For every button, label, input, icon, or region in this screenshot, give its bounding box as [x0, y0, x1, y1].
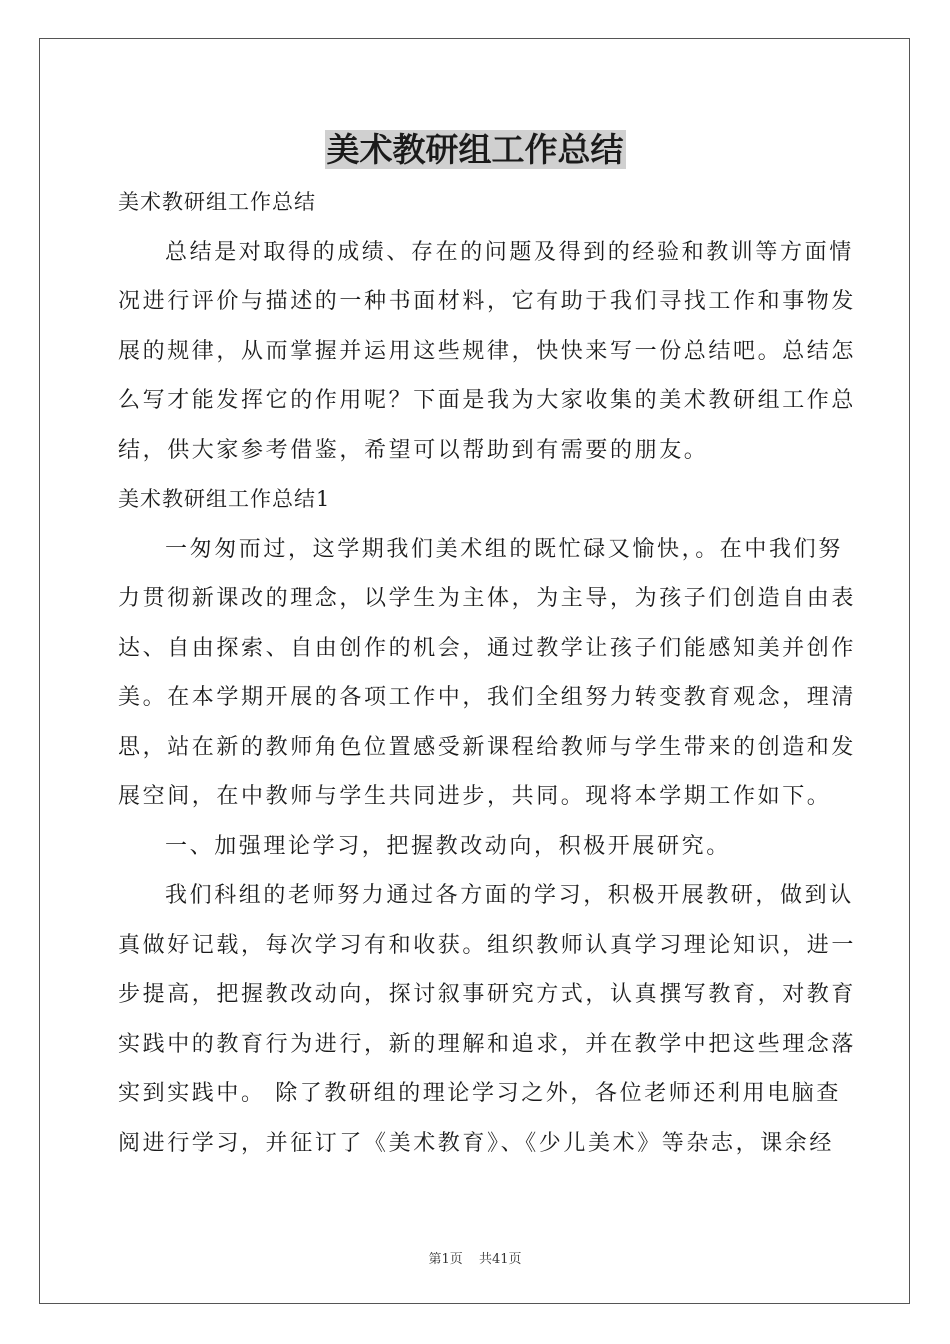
- paragraph-line: 实践中的教育行为进行，新的理解和追求，并在教学中把这些理念落: [118, 1031, 857, 1057]
- paragraph-line: 达、自由探索、自由创作的机会，通过教学让孩子们能感知美并创作: [118, 635, 857, 661]
- page-total: 共41页: [478, 1252, 522, 1267]
- paragraph-line: 真做好记载，每次学习有和收获。组织教师认真学习理论知识，进一: [118, 932, 857, 958]
- paragraph-line: 我们科组的老师努力通过各方面的学习，积极开展教研，做到认: [165, 883, 854, 908]
- intro-line: 况进行评价与描述的一种书面材料，它有助于我们寻找工作和事物发: [118, 289, 857, 314]
- paragraph-line: 展空间，在中教师与学生共同进步，共同。现将本学期工作如下。: [118, 784, 832, 809]
- document-subtitle: 美术教研组工作总结: [118, 190, 316, 214]
- paragraph-line: 实到实践中。 除了教研组的理论学习之外，各位老师还利用电脑查: [118, 1081, 841, 1106]
- section-heading: 美术教研组工作总结1: [118, 487, 331, 511]
- paragraph-line: 阅进行学习，并征订了《美术教育》、《少儿美术》等杂志，课余经: [118, 1130, 835, 1156]
- page-number: 第1页: [428, 1252, 463, 1267]
- intro-line: 结，供大家参考借鉴，希望可以帮助到有需要的朋友。: [118, 437, 709, 463]
- paragraph-line: 思，站在新的教师角色位置感受新课程给教师与学生带来的创造和发: [118, 734, 857, 760]
- intro-line: 总结是对取得的成绩、存在的问题及得到的经验和教训等方面情: [165, 239, 854, 265]
- paragraph-line: 步提高，把握教改动向，探讨叙事研究方式，认真撰写教育，对教育: [118, 982, 857, 1007]
- intro-line: 么写才能发挥它的作用呢？下面是我为大家收集的美术教研组工作总: [118, 388, 857, 413]
- paragraph-line: 美。在本学期开展的各项工作中，我们全组努力转变教育观念，理清: [118, 685, 857, 710]
- point-heading: 一、加强理论学习，把握教改动向，积极开展研究。: [165, 833, 731, 859]
- intro-line: 展的规律，从而掌握并运用这些规律，快快来写一份总结吧。总结怎: [118, 338, 857, 364]
- page-footer: [0, 1248, 950, 1267]
- document-title: 美术教研组工作总结: [326, 130, 624, 169]
- paragraph-line: 力贯彻新课改的理念，以学生为主体，为主导，为孩子们创造自由表: [118, 586, 857, 611]
- paragraph-line: 一匆匆而过，这学期我们美术组的既忙碌又愉快，。在中我们努: [165, 536, 843, 562]
- document-body: [118, 178, 857, 1168]
